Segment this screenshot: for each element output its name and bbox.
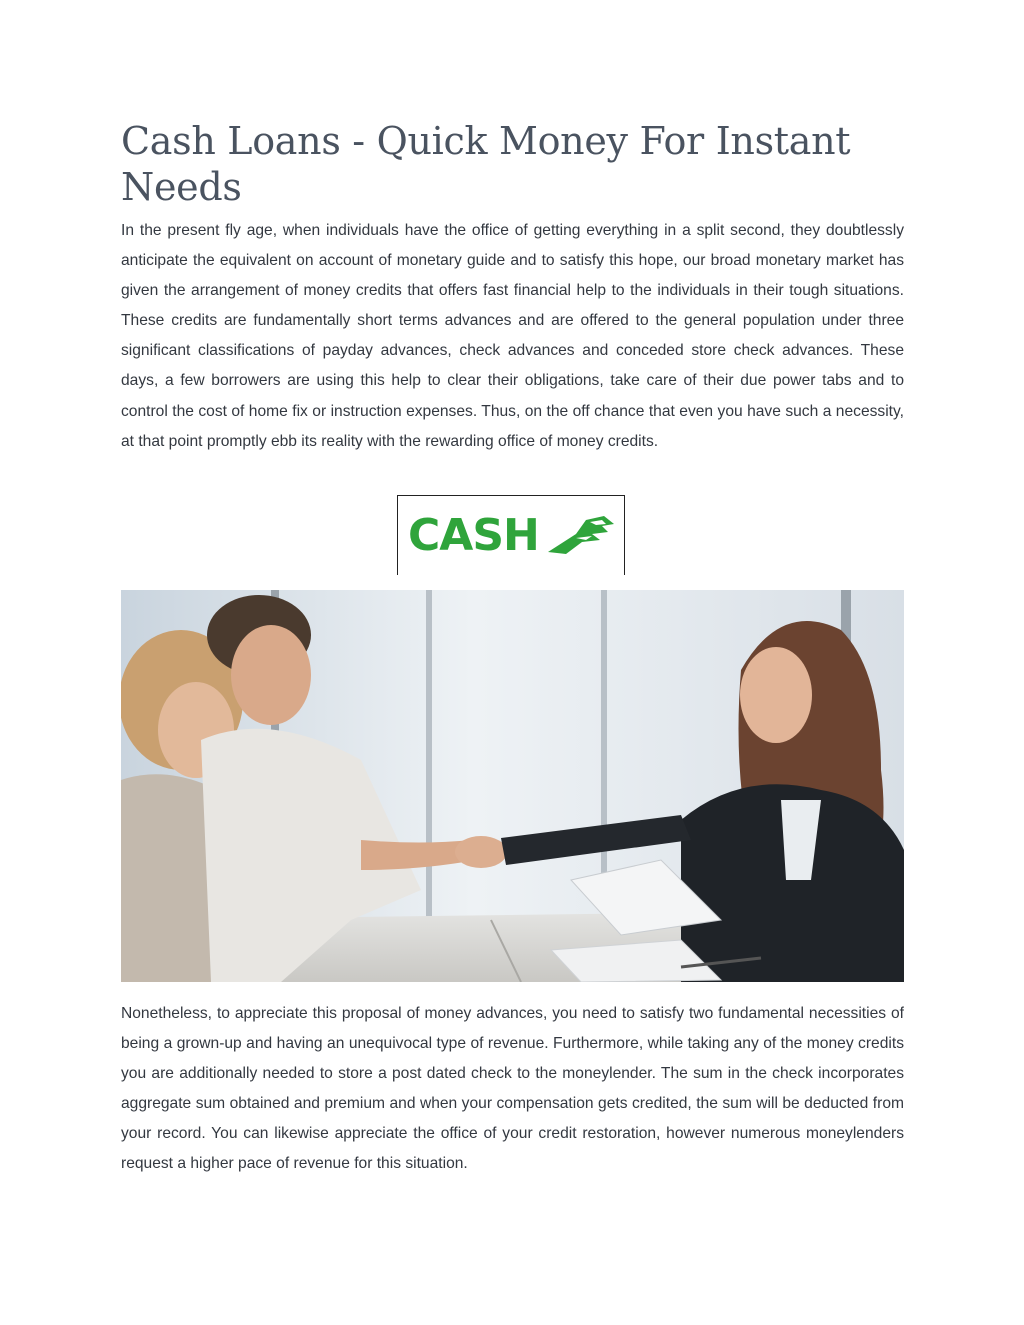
closing-section [121,999,904,1180]
office-scene-illustration [121,590,904,982]
logo-wordmark: CASH [408,510,539,561]
intro-paragraph: In the present fly age, when individuals have the office of getting everything in a split second, they doubtlessly anticipate the equivalent on account of monetary guide and to satisfy this hope, our broad monetary market has given the arrangement of money credits that offers fast financial help to the individuals in their tough situations. These credits are fundamentally short terms advances and are offered to the general population under three significant classifications of payday advances, check advances and conceded store check advances. These days, a few borrowers are using this help to clear their obligations, take care of their due power tabs and to control the cost of home fix or instruction expenses. Thus, on the off chance that even you have such a necessity, at that point promptly ebb its reality with the rewarding office of money credits. [121,222,904,450]
handshake-photo [121,590,904,982]
eagle-icon [546,512,616,560]
page-title: Cash Loans - Quick Money For Instant Needs [121,119,851,209]
document-body [121,118,904,457]
closing-paragraph: Nonetheless, to appreciate this proposal of money advances, you need to satisfy two fundamental necessities of being a grown-up and having an unequivocal type of revenue. Furthermore, while taking any of the money credits you are additionally needed to store a post dated check to the moneylender. The sum in the check incorporates aggregate sum obtained and premium and when your compensation gets credited, the sum will be deducted from your record. You can likewise appreciate the office of your credit restoration, however numerous moneylenders request a higher pace of revenue for this situation. [121,1005,904,1173]
cash-logo [397,495,625,575]
